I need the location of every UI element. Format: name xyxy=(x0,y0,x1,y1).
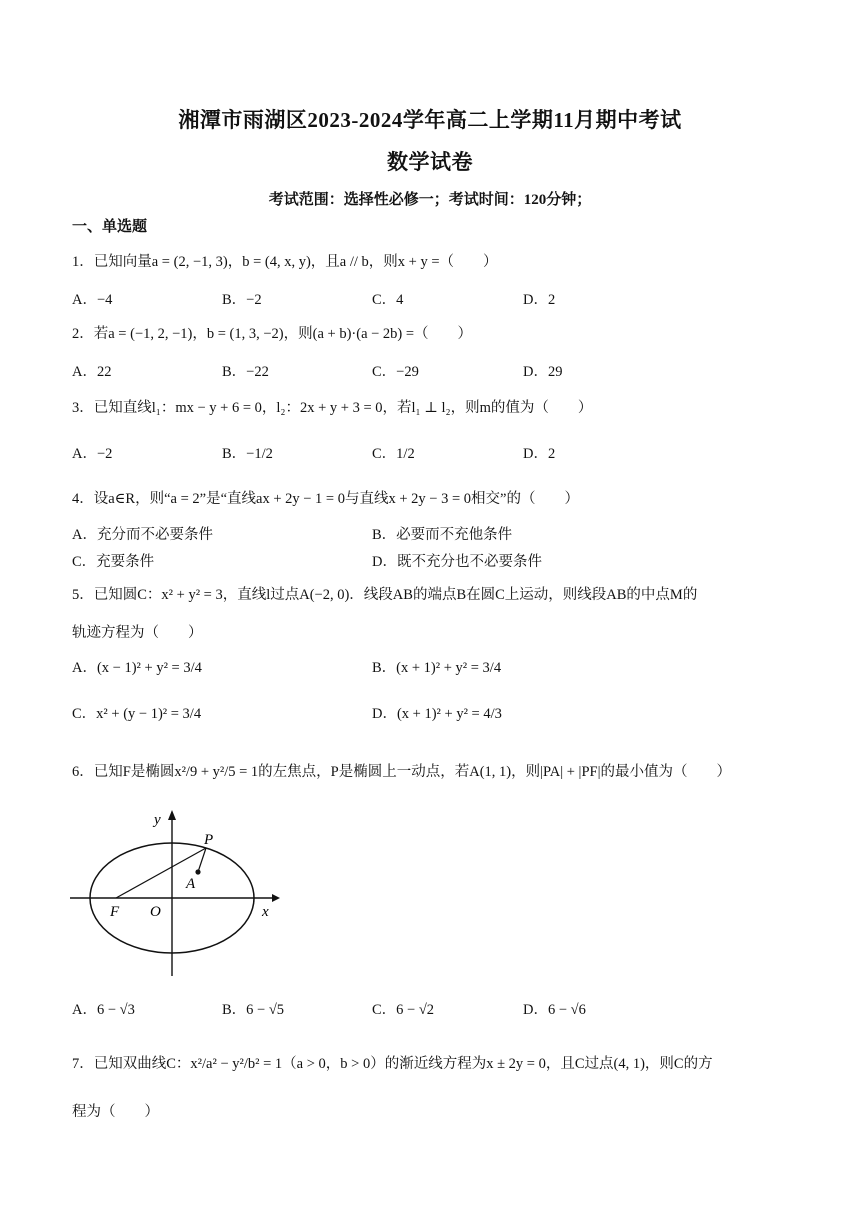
y-axis-arrow xyxy=(168,810,176,820)
q4-option-a: A．充分而不必要条件 xyxy=(72,527,213,543)
q5-option-a: A．(x − 1)² + y² = 3/4 xyxy=(72,660,202,676)
section-heading: 一、单选题 xyxy=(72,219,148,235)
page-title: 湘潭市雨湖区2023-2024学年高二上学期11月期中考试 xyxy=(178,108,682,132)
question-4-stem: 4．设a∈R，则“a = 2”是“直线ax + 2y − 1 = 0与直线x + 2y − 3 = 0相交”的（ ） xyxy=(72,491,579,507)
ellipse-figure xyxy=(66,808,286,980)
q5-option-b: B．(x + 1)² + y² = 3/4 xyxy=(372,660,502,676)
q3-option-c: C．1/2 xyxy=(372,446,415,462)
q2-option-c: C．−29 xyxy=(372,364,419,380)
q3-option-a: A．−2 xyxy=(72,446,113,462)
x-axis-arrow xyxy=(272,894,280,902)
q1-option-c: C．4 xyxy=(372,292,404,308)
q3-option-d: D．2 xyxy=(523,446,556,462)
q2-option-a: A．22 xyxy=(72,364,112,380)
label-x: x xyxy=(262,904,269,920)
question-5-stem-cont: 轨迹方程为（ ） xyxy=(72,625,203,641)
question-5-stem: 5．已知圆C：x² + y² = 3，直线l过点A(−2, 0)．线段AB的端点B在圆C上运动，则线段AB的中点M的 xyxy=(72,587,698,603)
point-a xyxy=(195,869,200,874)
q6-option-a: A．6 − √3 xyxy=(72,1002,135,1018)
label-a: A xyxy=(186,876,196,892)
label-o: O xyxy=(150,904,161,920)
label-p: P xyxy=(204,832,214,848)
question-3-stem: 3．已知直线l₁：mx − y + 6 = 0，l₂：2x + y + 3 = 0，若l₁ ⊥ l₂，则m的值为（ ） xyxy=(72,400,593,416)
q5-option-d: D．(x + 1)² + y² = 4/3 xyxy=(372,706,502,722)
q2-option-b: B．−22 xyxy=(222,364,269,380)
q6-option-b: B．6 − √5 xyxy=(222,1002,285,1018)
question-6-stem: 6．已知F是椭圆x²/9 + y²/5 = 1的左焦点，P是椭圆上一动点，若A(1, 1)，则|PA| + |PF|的最小值为（ ） xyxy=(72,764,731,780)
q6-option-d: D．6 − √6 xyxy=(523,1002,586,1018)
q4-option-d: D．既不充分也不必要条件 xyxy=(372,554,542,570)
page-subtitle: 数学试卷 xyxy=(387,150,473,174)
question-2-stem: 2．若a = (−1, 2, −1)，b = (1, 3, −2)，则(a + b)·(a − 2b) =（ ） xyxy=(72,326,473,342)
q3-option-b: B．−1/2 xyxy=(222,446,273,462)
question-1-stem: 1．已知向量a = (2, −1, 3)，b = (4, x, y)，且a // b，则x + y =（ ） xyxy=(72,254,498,270)
q2-option-d: D．29 xyxy=(523,364,563,380)
q1-option-a: A．−4 xyxy=(72,292,113,308)
q4-option-b: B．必要而不充他条件 xyxy=(372,527,513,543)
label-y: y xyxy=(154,812,161,828)
question-7-stem: 7．已知双曲线C：x²/a² − y²/b² = 1（a > 0，b > 0）的渐近线方程为x ± 2y = 0，且C过点(4, 1)，则C的方 xyxy=(72,1056,713,1072)
q4-option-c: C．充要条件 xyxy=(72,554,155,570)
q1-option-d: D．2 xyxy=(523,292,556,308)
exam-scope: 考试范围：选择性必修一；考试时间：120分钟； xyxy=(268,192,592,208)
q1-option-b: B．−2 xyxy=(222,292,262,308)
label-f: F xyxy=(110,904,120,920)
question-7-stem-cont: 程为（ ） xyxy=(72,1104,159,1120)
q5-option-c: C．x² + (y − 1)² = 3/4 xyxy=(72,706,202,722)
q6-option-c: C．6 − √2 xyxy=(372,1002,435,1018)
